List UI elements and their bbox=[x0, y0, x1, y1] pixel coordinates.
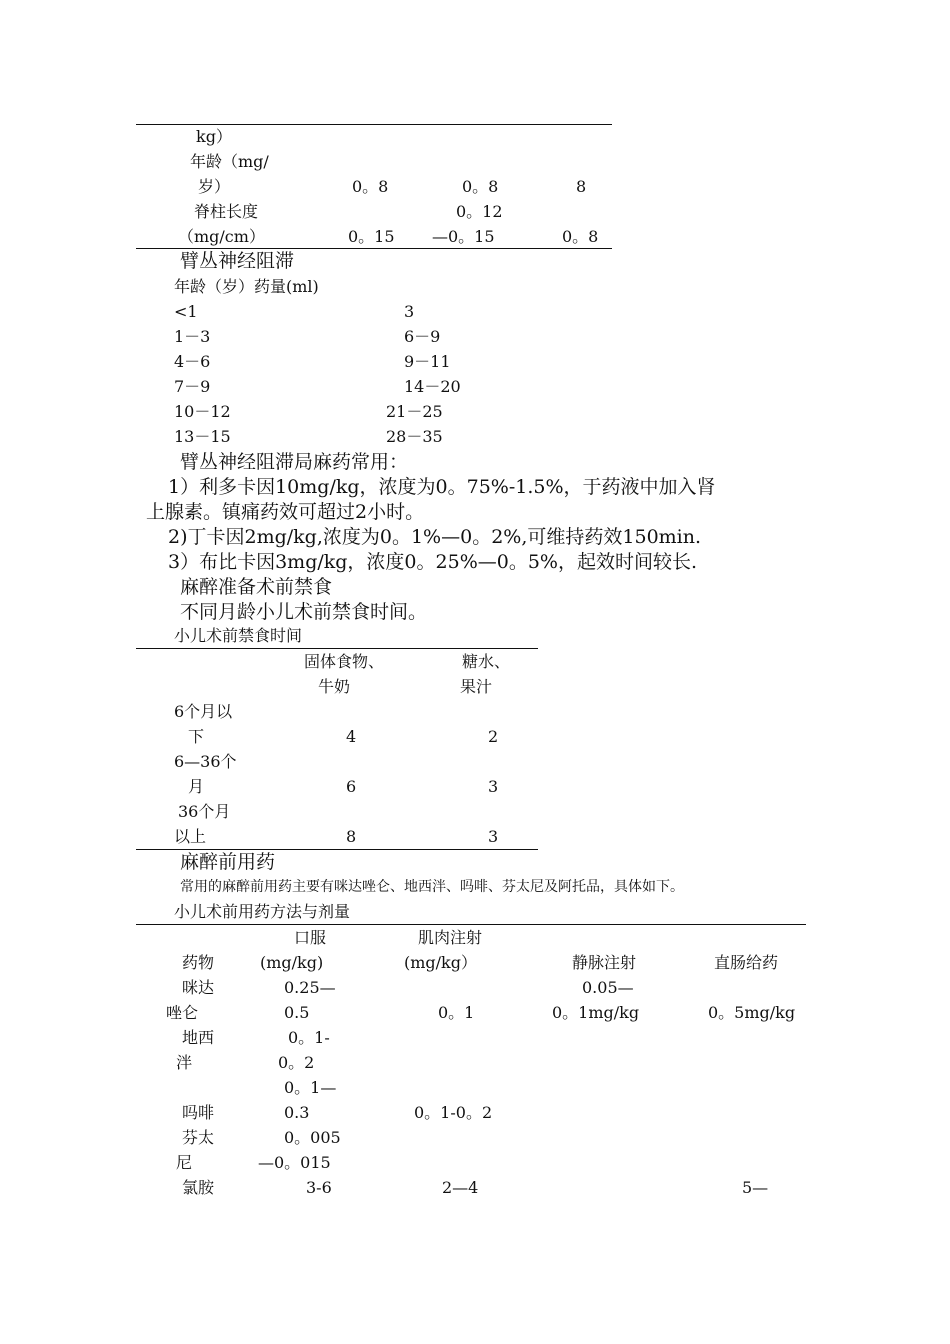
table-cell: 10－12 bbox=[174, 402, 231, 421]
section-heading: 麻醉前用药 bbox=[180, 851, 276, 873]
table-header: 口服 bbox=[294, 928, 327, 947]
section-heading: 麻醉准备术前禁食 bbox=[180, 576, 333, 598]
table-title: 小儿术前用药方法与剂量 bbox=[174, 902, 351, 921]
table-cell: 下 bbox=[188, 727, 205, 746]
table-header: 静脉注射 bbox=[572, 953, 637, 972]
table-header: 直肠给药 bbox=[714, 953, 779, 972]
table-title: 小儿术前禁食时间 bbox=[174, 626, 303, 645]
table-cell: 0。8 bbox=[462, 177, 499, 196]
table-header: 药物 bbox=[182, 953, 215, 972]
table-cell: 芬太 bbox=[182, 1128, 215, 1147]
table-cell: 脊柱长度 bbox=[194, 202, 259, 221]
table-cell: —0。015 bbox=[258, 1153, 331, 1172]
table-cell: 6—36个 bbox=[174, 752, 237, 771]
table-cell: 9－11 bbox=[404, 352, 451, 371]
table-cell: 4 bbox=[346, 727, 357, 746]
table-cell: 0。005 bbox=[284, 1128, 341, 1147]
table-cell: 0。5mg/kg bbox=[708, 1003, 796, 1022]
table-header: (mg/kg) bbox=[260, 953, 324, 972]
table-cell: 8 bbox=[576, 177, 587, 196]
table-cell: 0.3 bbox=[284, 1103, 310, 1122]
table-cell: 3 bbox=[488, 827, 499, 846]
table-header: 果汁 bbox=[460, 677, 493, 696]
paragraph-line: 2)丁卡因2mg/kg,浓度为0。1%—0。2%,可维持药效150min. bbox=[168, 526, 702, 548]
paragraph-line: 1）利多卡因10mg/kg，浓度为0。75%-1.5%，于药液中加入肾 bbox=[168, 476, 716, 498]
table-cell: 7－9 bbox=[174, 377, 211, 396]
table-cell: 0。1mg/kg bbox=[552, 1003, 640, 1022]
table-header: 固体食物、 bbox=[304, 652, 385, 671]
table-cell: 4－6 bbox=[174, 352, 211, 371]
table-cell: 0。1- bbox=[288, 1028, 330, 1047]
table-cell: <1 bbox=[174, 302, 198, 321]
table-cell: 岁） bbox=[198, 177, 231, 196]
table-bottom-rule bbox=[136, 849, 538, 850]
table-cell: 3-6 bbox=[306, 1178, 332, 1197]
section-heading: 臂丛神经阻滞 bbox=[180, 250, 295, 272]
table-cell: 氯胺 bbox=[182, 1178, 215, 1197]
table-header: 年龄（岁）药量(ml) bbox=[174, 277, 319, 296]
table-cell: 0。1— bbox=[284, 1078, 337, 1097]
table-cell: 以上 bbox=[174, 827, 207, 846]
table-cell: 14－20 bbox=[404, 377, 461, 396]
table-cell: 2 bbox=[488, 727, 499, 746]
table-cell: 0。1-0。2 bbox=[414, 1103, 493, 1122]
table-cell: 地西 bbox=[182, 1028, 215, 1047]
table-cell: 咪达 bbox=[182, 978, 215, 997]
table-top-rule bbox=[136, 924, 806, 925]
table-bottom-rule bbox=[136, 248, 612, 249]
table-cell: 3 bbox=[404, 302, 415, 321]
table-cell: 泮 bbox=[176, 1053, 193, 1072]
table-cell: 0。8 bbox=[352, 177, 389, 196]
table-cell: 年龄（mg/ bbox=[190, 152, 269, 171]
table-cell: 尼 bbox=[176, 1153, 193, 1172]
section-heading: 臂丛神经阻滞局麻药常用： bbox=[180, 451, 409, 473]
table-cell: 6个月以 bbox=[174, 702, 233, 721]
table-header: 糖水、 bbox=[462, 652, 511, 671]
table-cell: 28－35 bbox=[386, 427, 443, 446]
table-cell: 吗啡 bbox=[182, 1103, 215, 1122]
table-cell: 13－15 bbox=[174, 427, 231, 446]
table-cell: 0.05— bbox=[582, 978, 634, 997]
table-header: (mg/kg） bbox=[404, 953, 477, 972]
table-cell: 1－3 bbox=[174, 327, 211, 346]
table-cell: （mg/cm） bbox=[178, 227, 265, 246]
table-cell: —0。15 bbox=[432, 227, 495, 246]
table-cell: 0.5 bbox=[284, 1003, 310, 1022]
table-cell: 21－25 bbox=[386, 402, 443, 421]
table-cell: 8 bbox=[346, 827, 357, 846]
table-cell: 0。8 bbox=[562, 227, 599, 246]
table-top-rule bbox=[136, 648, 538, 649]
paragraph-line: 常用的麻醉前用药主要有咪达唑仑、地西泮、吗啡、芬太尼及阿托品，具体如下。 bbox=[180, 879, 684, 895]
table-header: 肌肉注射 bbox=[418, 928, 483, 947]
paragraph-line: 不同月龄小儿术前禁食时间。 bbox=[180, 601, 428, 623]
table-cell: 唑仑 bbox=[166, 1003, 199, 1022]
table-cell: 36个月 bbox=[178, 802, 231, 821]
table-cell: 3 bbox=[488, 777, 499, 796]
table-cell: 2—4 bbox=[442, 1178, 479, 1197]
table-cell: 6－9 bbox=[404, 327, 441, 346]
table-cell: kg） bbox=[196, 127, 232, 146]
table-cell: 0。1 bbox=[438, 1003, 475, 1022]
table-cell: 5— bbox=[742, 1178, 769, 1197]
table-header: 牛奶 bbox=[318, 677, 351, 696]
table-cell: 0.25— bbox=[284, 978, 336, 997]
paragraph-line: 上腺素。镇痛药效可超过2小时。 bbox=[146, 501, 425, 523]
paragraph-line: 3）布比卡因3mg/kg，浓度0。25%—0。5%，起效时间较长. bbox=[168, 551, 698, 573]
table-cell: 月 bbox=[188, 777, 205, 796]
table-cell: 6 bbox=[346, 777, 357, 796]
table-cell: 0。12 bbox=[456, 202, 503, 221]
table-top-rule bbox=[136, 124, 612, 125]
table-cell: 0。15 bbox=[348, 227, 395, 246]
table-cell: 0。2 bbox=[278, 1053, 315, 1072]
